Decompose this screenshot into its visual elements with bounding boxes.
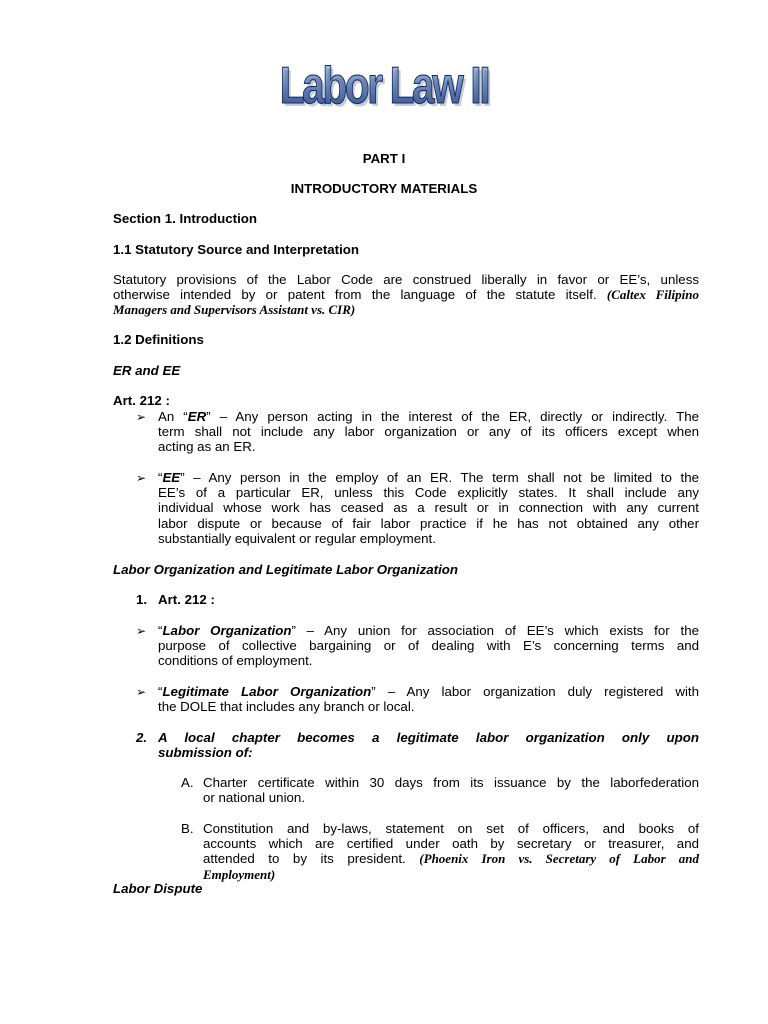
legitimate-labor-organization-definition: “Legitimate Labor Organization” – Any labor organization duly registered with the DOLE that includes any branch or local. xyxy=(158,684,699,715)
labor-dispute-heading: Labor Dispute xyxy=(113,881,203,896)
labor-organization-definition: “Labor Organization” – Any union for association of EE’s which exists for the purpose of collective bargaining or of dealing with E’s concerning terms and conditions of employment. xyxy=(158,623,699,669)
section-heading: Section 1. Introduction xyxy=(113,211,258,226)
case-citation: Employment) xyxy=(203,866,276,882)
article-label: Art. 212 : xyxy=(158,592,215,607)
arrow-bullet-icon: ➢ xyxy=(136,624,147,638)
requirement-b: Constitution and by-laws, statement on set of officers, and books of accounts which are certified under oath by secretary or treasurer, and attended to by its president. (Phoenix Iron vs. Secretary of Labor and Employment) xyxy=(203,821,699,882)
er-definition: An “ER” – Any person acting in the interest of the ER, directly or indirectly. The term shall not include any labor organization or any of its officers except when acting as an ER. xyxy=(158,409,700,455)
requirement-a: Charter certificate within 30 days from its issuance by the laborfederation or national union. xyxy=(203,775,699,806)
paragraph-statutory xyxy=(113,272,699,318)
defined-term: Legitimate Labor Organization xyxy=(162,684,372,699)
list-letter: A. xyxy=(181,775,194,790)
subsection-heading-1-1: 1.1 Statutory Source and Interpretation xyxy=(113,242,360,257)
document-title: Labor Law II xyxy=(84,56,683,116)
labor-organization-heading: Labor Organization and Legitimate Labor Organization xyxy=(113,562,459,577)
case-citation: Managers and Supervisors Assistant vs. CIR) xyxy=(113,302,356,318)
article-label: Art. 212 : xyxy=(113,393,170,408)
ee-definition: “EE” – Any person in the employ of an ER. The term shall not be limited to the EE’s of a particular ER, unless this Code explicitly states. It shall include any individual whose work has ceased as a result or in connection with any current labor dispute or because of fair labor practice if he has not obtained any other substantially equivalent or regular employment. xyxy=(158,470,699,546)
paragraph-line: otherwise intended by or patent from the language of the statute itself. (Caltex Filipino xyxy=(113,287,699,303)
list-letter: B. xyxy=(181,821,194,836)
defined-term: ER xyxy=(187,409,207,424)
list-number: 1. xyxy=(136,592,148,607)
arrow-bullet-icon: ➢ xyxy=(136,685,147,699)
defined-term: Labor Organization xyxy=(162,623,292,638)
er-ee-heading: ER and EE xyxy=(113,363,181,378)
part-label: PART I xyxy=(362,151,406,166)
paragraph-line: Statutory provisions of the Labor Code are construed liberally in favor or EE’s, unless xyxy=(113,272,699,287)
part-title: INTRODUCTORY MATERIALS xyxy=(290,181,478,196)
local-chapter-rule: A local chapter becomes a legitimate labor organization only upon submission of: xyxy=(158,730,699,761)
list-number: 2. xyxy=(136,730,148,745)
defined-term: EE xyxy=(162,470,181,485)
case-citation: (Phoenix Iron vs. Secretary of Labor and xyxy=(419,851,699,867)
arrow-bullet-icon: ➢ xyxy=(136,410,147,424)
arrow-bullet-icon: ➢ xyxy=(136,471,147,485)
case-citation: (Caltex Filipino xyxy=(606,287,699,303)
subsection-heading-1-2: 1.2 Definitions xyxy=(113,332,204,347)
